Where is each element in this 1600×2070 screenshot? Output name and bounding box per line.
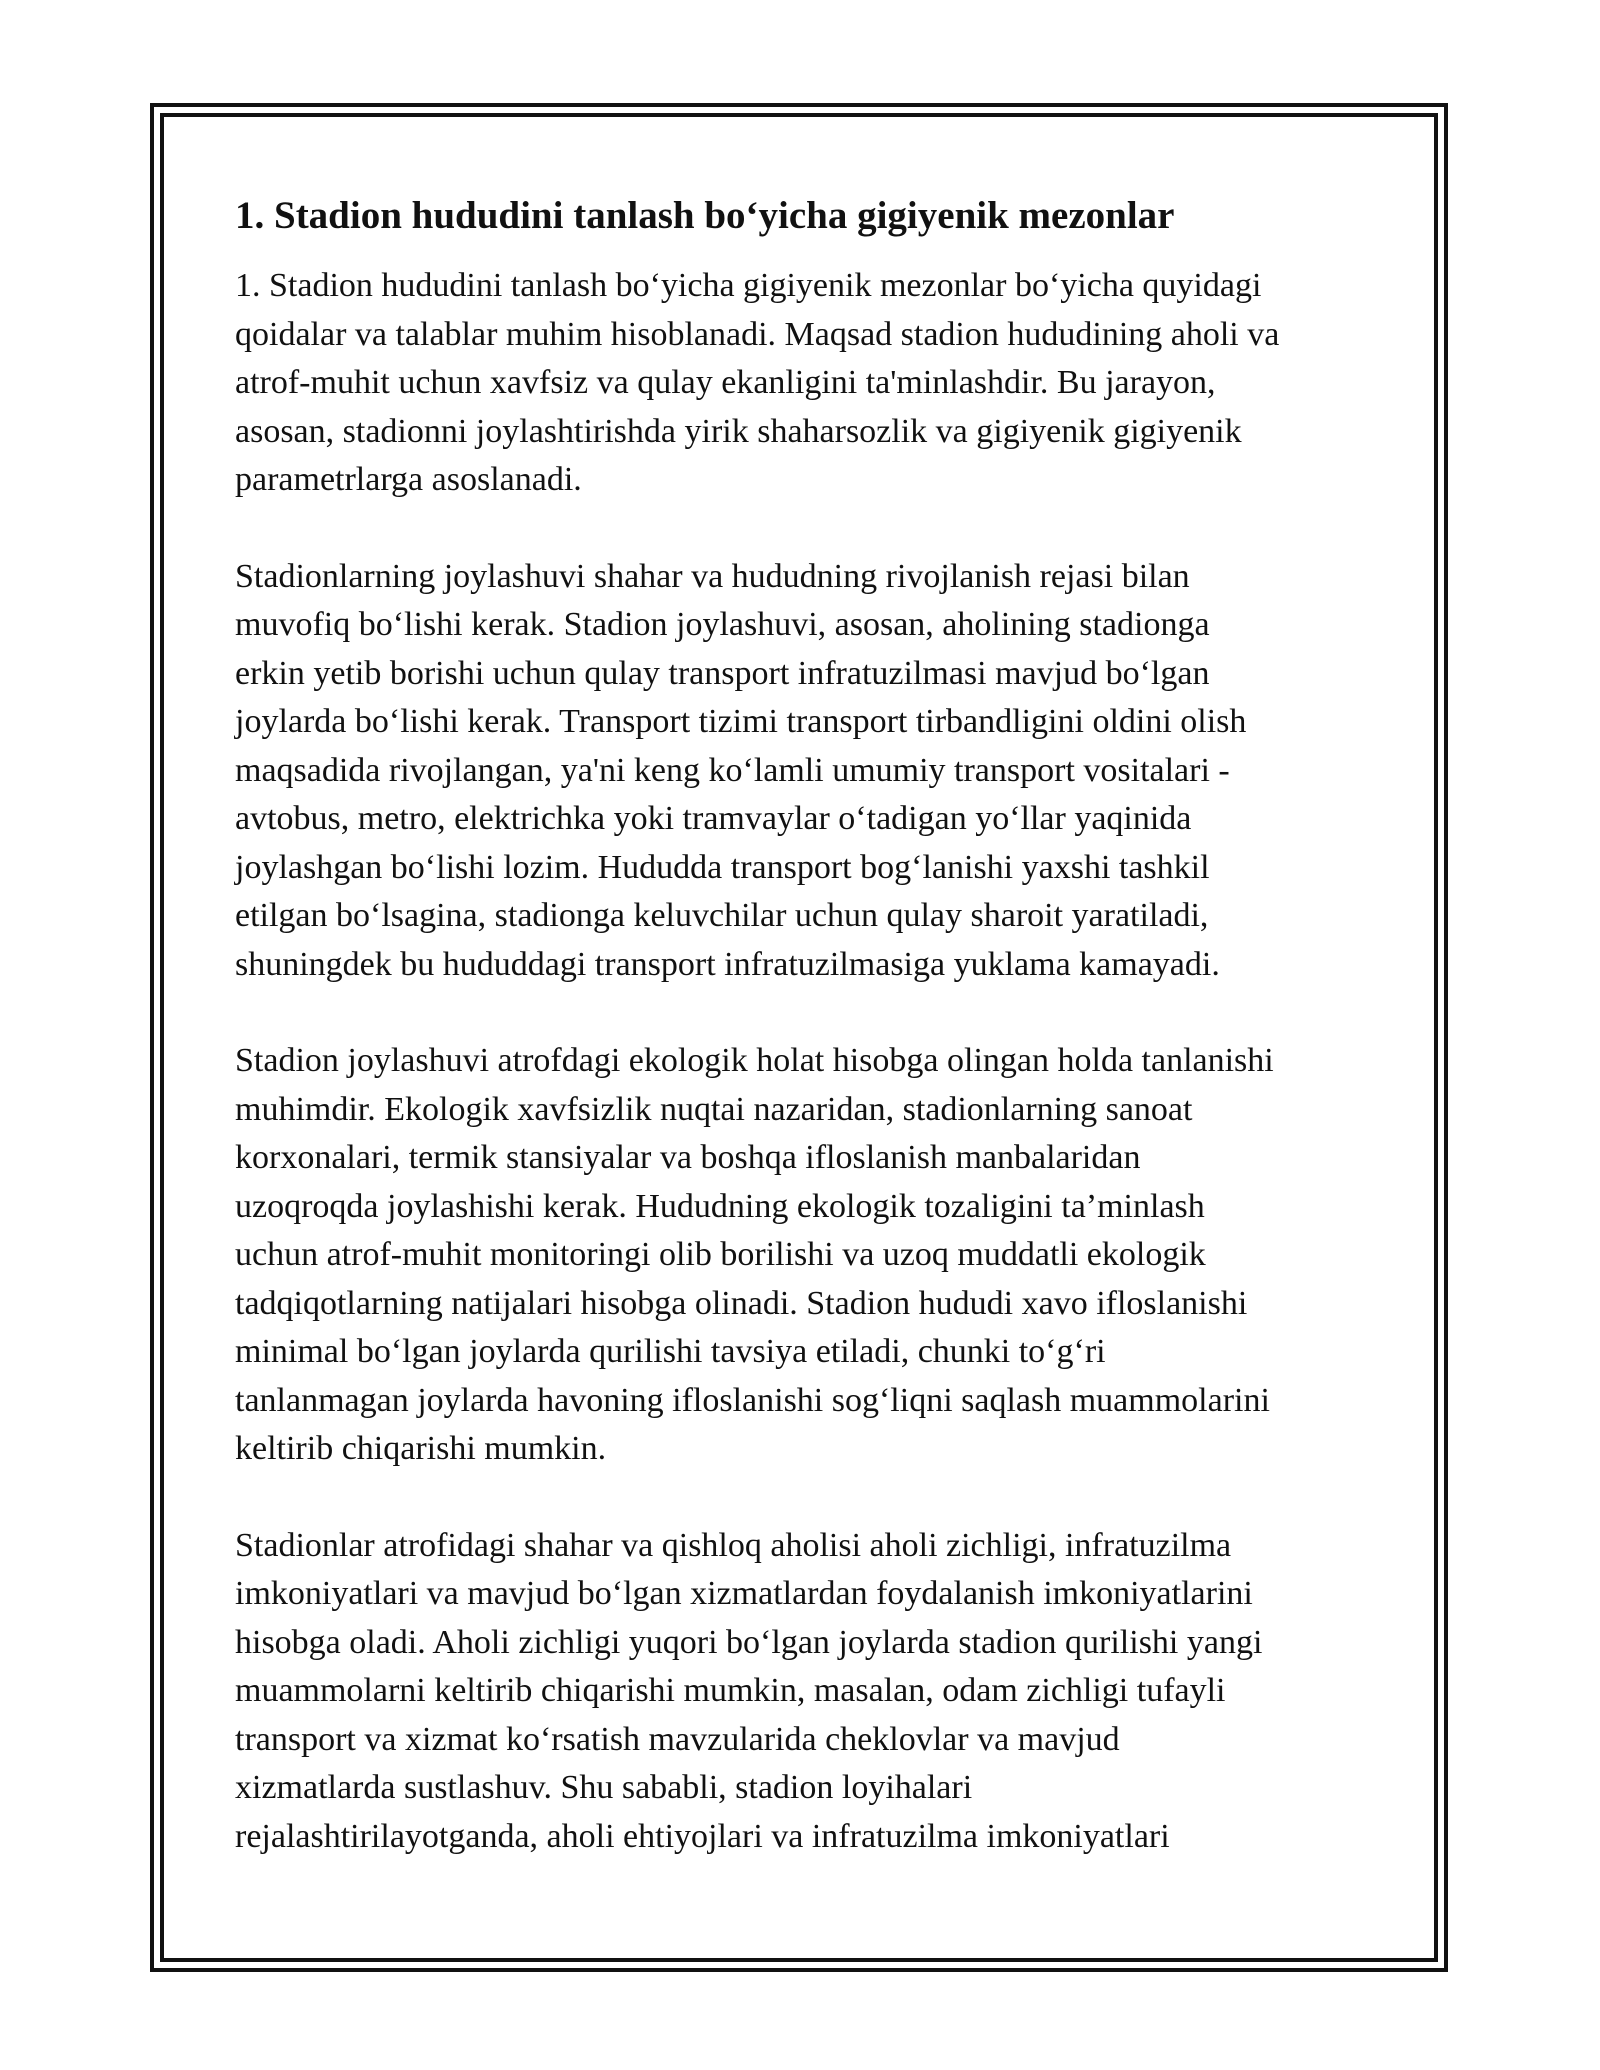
text-line: erkin yetib borishi uchun qulay transport infratuzilmasi mavjud bo‘lgan — [235, 654, 1210, 692]
section-heading: 1. Stadion hududini tanlash bo‘yicha gigiyenik mezonlar — [235, 194, 1175, 237]
text-line: joylashgan bo‘lishi lozim. Hududda transport bog‘lanishi yaxshi tashkil — [235, 848, 1210, 886]
text-line: Stadionlarning joylashuvi shahar va hududning rivojlanish rejasi bilan — [235, 557, 1190, 595]
text-line: avtobus, metro, elektrichka yoki tramvaylar o‘tadigan yo‘llar yaqinida — [235, 800, 1192, 837]
text-line: minimal bo‘lgan joylarda qurilishi tavsiya etiladi, chunki to‘g‘ri — [235, 1333, 1106, 1370]
text-line: atrof-muhit uchun xavfsiz va qulay ekanligini ta'minlashdir. Bu jarayon, — [235, 364, 1216, 401]
text-line: hisobga oladi. Aholi zichligi yuqori bo‘lgan joylarda stadion qurilishi yangi — [235, 1623, 1263, 1661]
text-line: korxonalari, termik stansiyalar va boshqa ifloslanish manbalaridan — [235, 1139, 1141, 1176]
text-line: maqsadida rivojlangan, ya'ni keng ko‘lamli umumiy transport vositalari - — [235, 751, 1230, 789]
text-line: imkoniyatlari va mavjud bo‘lgan xizmatlardan foydalanish imkoniyatlarini — [235, 1575, 1253, 1612]
text-line: asosan, stadionni joylashtirishda yirik shaharsozlik va gigiyenik gigiyenik — [235, 412, 1242, 450]
text-line: parametrlarga asoslanadi. — [235, 461, 582, 498]
text-line: tanlanmagan joylarda havoning ifloslanishi sog‘liqni saqlash muammolarini — [235, 1381, 1270, 1419]
text-line: uchun atrof-muhit monitoringi olib borilishi va uzoq muddatli ekologik — [235, 1236, 1206, 1273]
text-line: muhimdir. Ekologik xavfsizlik nuqtai nazaridan, stadionlarning sanoat — [235, 1090, 1193, 1128]
paragraph-4 — [235, 1522, 1365, 1862]
text-line: keltirib chiqarishi mumkin. — [235, 1430, 607, 1467]
text-line: Stadionlar atrofidagi shahar va qishloq aholisi aholi zichligi, infratuzilma — [235, 1526, 1232, 1564]
text-line: etilgan bo‘lsagina, stadionga keluvchilar uchun qulay sharoit yaratiladi, — [235, 897, 1209, 934]
text-line: shuningdek bu hududdagi transport infratuzilmasiga yuklama kamayadi. — [235, 945, 1220, 983]
paragraph-3 — [235, 1037, 1365, 1474]
text-line: muammolarni keltirib chiqarishi mumkin, masalan, odam zichligi tufayli — [235, 1672, 1226, 1709]
paragraph-2 — [235, 553, 1365, 990]
text-line: xizmatlarda sustlashuv. Shu sababli, stadion loyihalari — [235, 1769, 973, 1806]
text-line: 1. Stadion hududini tanlash bo‘yicha gigiyenik mezonlar bo‘yicha quyidagi — [235, 267, 1262, 304]
document-body — [235, 188, 1365, 1909]
text-line: transport va xizmat ko‘rsatish mavzularida cheklovlar va mavjud — [235, 1720, 1120, 1758]
text-line: uzoqroqda joylashishi kerak. Hududning ekologik tozaligini ta’minlash — [235, 1187, 1205, 1225]
paragraph-1 — [235, 262, 1365, 505]
text-line: muvofiq bo‘lishi kerak. Stadion joylashuvi, asosan, aholining stadionga — [235, 606, 1210, 643]
text-line: Stadion joylashuvi atrofdagi ekologik holat hisobga olingan holda tanlanishi — [235, 1042, 1274, 1079]
text-line: joylarda bo‘lishi kerak. Transport tizimi transport tirbandligini oldini olish — [235, 703, 1247, 740]
text-line: qoidalar va talablar muhim hisoblanadi. Maqsad stadion hududining aholi va — [235, 315, 1280, 353]
text-line: rejalashtirilayotganda, aholi ehtiyojlari va infratuzilma imkoniyatlari — [235, 1817, 1170, 1855]
text-line: tadqiqotlarning natijalari hisobga olinadi. Stadion hududi xavo ifloslanishi — [235, 1284, 1248, 1322]
